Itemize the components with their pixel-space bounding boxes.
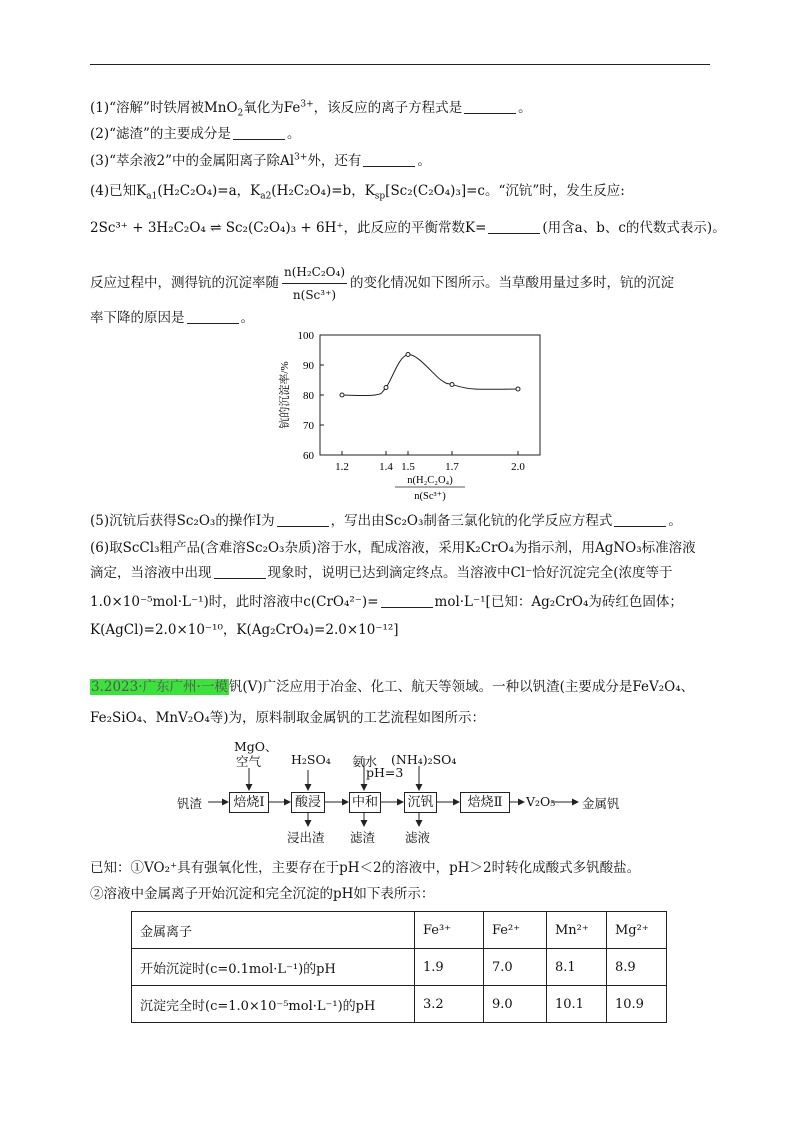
table-cell: 10.1 — [547, 986, 607, 1023]
q4-line4-end: 。 — [240, 310, 254, 326]
fraction-numerator: n(H₂C₂O₄) — [282, 262, 347, 284]
table-cell: 10.9 — [607, 986, 667, 1023]
q4-line3-suffix: 的变化情况如下图所示。当草酸用量过多时，钪的沉淀 — [350, 275, 675, 291]
x-axis-label-numerator: n(H₂C₂O₄) — [407, 475, 453, 486]
table-row — [132, 986, 667, 1023]
input-ammonium-sulfate: (NH₄)₂SO₄ — [391, 752, 457, 767]
table-cell: 8.1 — [547, 949, 607, 986]
q6-l1: (6)取ScCl₃粗产品(含难溶Sc₂O₃杂质)溶于水，配成溶液，采用K₂CrO₄为指示剂，用AgNO₃标准溶液 — [90, 540, 696, 556]
table-cell: 3.2 — [415, 986, 484, 1023]
q4-ksp: [Sc₂(C₂O₄)₃]=c。“沉钪”时，发生反应: — [385, 183, 625, 199]
precipitation-ph-table — [131, 911, 667, 1023]
input-air: 空气 — [236, 754, 262, 769]
step-acid-leach: 酸浸 — [291, 792, 325, 813]
known-l1a: 已知：① — [90, 860, 144, 876]
input-ph: pH=3 — [366, 765, 404, 780]
p3-l1: 钒(V)广泛应用于冶金、化工、航天等领域。一种以钒渣(主要成分是FeV₂O₄、 — [228, 679, 695, 695]
q3-text: (3)“萃余液2”中的金属阳离子除Al — [90, 153, 295, 169]
source-tag: 3.2023·广东广州·一模 — [91, 679, 228, 695]
table-header-cell: Mn²⁺ — [547, 912, 607, 949]
output-leach-residue: 浸出渣 — [287, 830, 325, 845]
output-filter-residue: 滤渣 — [350, 830, 376, 845]
fraction-denominator: n(Sc³⁺) — [292, 288, 337, 302]
q6-l4: K(AgCl)=2.0×10⁻¹⁰，K(Ag₂CrO₄)=2.0×10⁻¹²] — [90, 622, 399, 638]
x-tick-label: 2.0 — [511, 461, 525, 473]
q6-l2b: 现象时，说明已达到滴定终点。当溶液中Cl⁻恰好沉淀完全(浓度等于 — [267, 565, 673, 581]
q5-end: 。 — [668, 513, 682, 529]
y-tick-label: 60 — [303, 450, 314, 462]
x-tick-label: 1.2 — [335, 461, 349, 473]
table-header-row — [132, 912, 667, 949]
q4-reaction-suffix: ，此反应的平衡常数K= — [343, 220, 487, 236]
q4-line4: 率下降的原因是 — [90, 310, 185, 326]
q6-l2a: 滴定，当溶液中出现 — [90, 565, 212, 581]
q6-l3a: 1.0×10⁻⁵mol·L⁻¹)时，此时溶液中c(CrO₄²⁻)= — [90, 594, 379, 610]
q3-suffix: 外，还有 — [307, 153, 362, 169]
table-cell: 9.0 — [484, 986, 547, 1023]
q2-end: 。 — [286, 126, 301, 142]
q4-intro: (4)已知K — [90, 183, 147, 199]
question-4-line-1: (4)已知$K_{a1}(H_2C_2O_4)=a$，$K_{a2}(H_2C_2O_4)=b$，$K_{sp}[Sc_2(C_2O_4)_3]=c$。“沉钪”时，发生反应: — [90, 183, 625, 202]
input-ammonia: 氨水 — [352, 754, 378, 769]
table-header-cell: 金属离子 — [132, 912, 415, 949]
y-axis-label: 钪的沉淀率/% — [279, 361, 291, 429]
known-line-2 — [90, 884, 434, 904]
p3-l2: Fe₂SiO₄、MnV₂O₄等)为，原料制取金属钒的工艺流程如图所示： — [90, 710, 485, 726]
x-axis-label-denominator: n(Sc³⁺) — [414, 491, 446, 502]
table-cell: 8.9 — [607, 949, 667, 986]
y-tick-label: 80 — [303, 390, 314, 402]
x-tick-label: 1.4 — [379, 461, 393, 473]
table-cell: 1.9 — [415, 949, 484, 986]
known-l1b: 具有强氧化性，主要存在于pH＜2的溶液中，pH＞2时转化成酸式多钒酸盐。 — [177, 860, 641, 876]
output-filtrate: 滤液 — [405, 830, 431, 845]
product-vanadium: 金属钒 — [582, 796, 620, 811]
q1-prefix: (1)“溶解”时铁屑被MnO — [90, 100, 238, 116]
y-tick-label: 100 — [297, 330, 314, 342]
x-tick-label: 1.7 — [445, 461, 459, 473]
table-header-cell: Fe²⁺ — [484, 912, 547, 949]
known-line-1 — [90, 858, 640, 878]
table-header-cell: Mg²⁺ — [607, 912, 667, 949]
input-acid: H₂SO₄ — [291, 752, 331, 767]
q2-text: (2)“滤渣”的主要成分是 — [90, 126, 231, 142]
product-v2o5: V₂O₅ — [526, 794, 556, 809]
table-cell: 开始沉淀时(c=0.1mol·L⁻¹)的pH — [132, 949, 415, 986]
y-tick-label: 70 — [303, 420, 314, 432]
known-l2: ②溶液中金属离子开始沉淀和完全沉淀的pH如下表所示： — [90, 886, 435, 902]
q3-sup: 3+ — [294, 152, 308, 163]
q1-sup: 3+ — [300, 99, 314, 110]
table-row — [132, 949, 667, 986]
input-mgo: MgO、 — [234, 739, 278, 754]
q4-reaction-end: (用含a、b、c的代数式表示)。 — [542, 220, 726, 236]
q4-line3-prefix: 反应过程中，测得钪的沉淀率随 — [90, 275, 279, 291]
y-tick-label: 90 — [303, 360, 314, 372]
q5-b: ，写出由Sc₂O₃制备三氯化钪的化学反应方程式 — [330, 513, 613, 529]
step-roast-2: 焙烧Ⅱ — [460, 792, 510, 813]
step-roast-1: 焙烧Ⅰ — [229, 792, 269, 813]
known-vo2: VO₂⁺ — [144, 860, 178, 876]
q4-ka1: (H₂C₂O₄)=a，K — [157, 183, 261, 199]
step-precipitate-v: 沉钒 — [404, 792, 437, 813]
table-header-cell: Fe³⁺ — [415, 912, 484, 949]
table-cell: 沉淀完全时(c=1.0×10⁻⁵mol·L⁻¹)的pH — [132, 986, 415, 1023]
x-tick-label: 1.5 — [401, 461, 415, 473]
q1-end: 。 — [518, 100, 532, 116]
step-neutralize: 中和 — [349, 792, 381, 813]
table-cell: 7.0 — [484, 949, 547, 986]
q1-sub: 2 — [237, 108, 244, 119]
q3-end: 。 — [417, 153, 431, 169]
flow-start: 钒渣 — [177, 796, 203, 811]
q1-mid: 氧化为Fe — [243, 100, 301, 116]
q5-a: (5)沉钪后获得Sc₂O₃的操作Ⅰ为 — [90, 513, 275, 529]
q1-suffix: ，该反应的离子方程式是 — [313, 100, 463, 116]
q4-ka2: (H₂C₂O₄)=b，K — [271, 183, 375, 199]
q6-l3b: mol·L⁻¹[已知：Ag₂CrO₄为砖红色固体； — [434, 594, 683, 610]
q4-reaction: 2Sc³⁺ + 3H₂C₂O₄ ⇌ Sc₂(C₂O₄)₃ + 6H⁺ — [90, 220, 344, 236]
